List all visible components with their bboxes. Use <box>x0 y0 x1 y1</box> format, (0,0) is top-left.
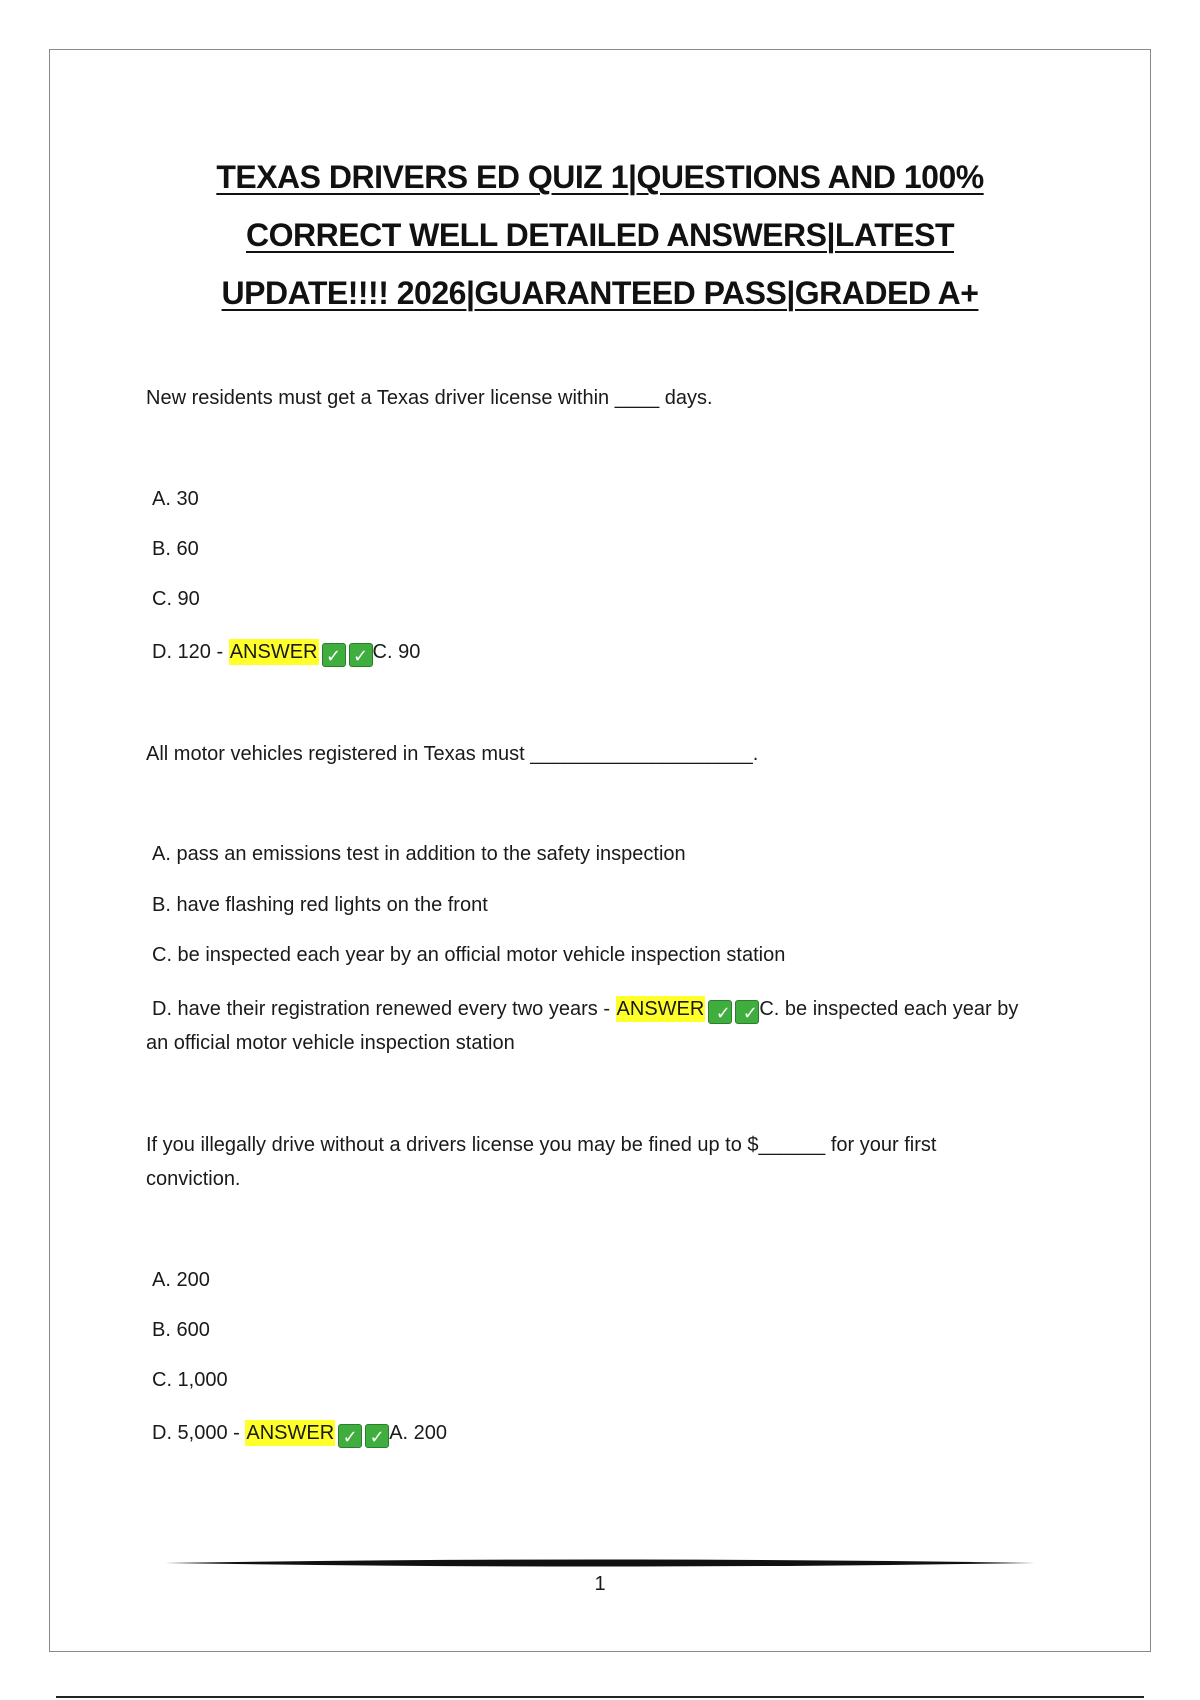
title-line: CORRECT WELL DETAILED ANSWERS|LATEST <box>246 217 954 253</box>
question-3-prompt: If you illegally drive without a drivers license you may be fined up to $______ for your first conviction. <box>146 1134 937 1190</box>
answer-text: C. be inspected each year by an official motor vehicle inspection station <box>146 998 1019 1054</box>
check-mark-button-icon: ✓ <box>735 1000 759 1024</box>
option-text: D. have their registration renewed every two years - <box>152 998 610 1020</box>
question-3-option-c: C. 1,000 <box>152 1369 228 1391</box>
question-1-option-d <box>152 635 420 669</box>
question-1-option-b: B. 60 <box>152 538 199 560</box>
question-3-option-d <box>152 1416 447 1450</box>
question-1-option-a: A. 30 <box>152 488 199 510</box>
answer-text: A. 200 <box>389 1422 448 1444</box>
title-line: UPDATE!!!! 2026|GUARANTEED PASS|GRADED A+ <box>221 275 979 311</box>
question-2-option-d <box>146 992 1036 1060</box>
question-1-option-c: C. 90 <box>152 588 200 610</box>
answer-label: ANSWER <box>246 1422 335 1444</box>
check-mark-button-icon: ✓ <box>349 643 373 667</box>
question-1-prompt: New residents must get a Texas driver license within ____ days. <box>146 387 713 409</box>
check-mark-button-icon: ✓ <box>338 1424 362 1448</box>
question-3-option-a: A. 200 <box>152 1269 210 1291</box>
document-title <box>150 148 1050 322</box>
question-2-prompt: All motor vehicles registered in Texas must ____________________. <box>146 743 759 765</box>
option-text: D. 120 - <box>152 641 224 663</box>
check-mark-button-icon: ✓ <box>322 643 346 667</box>
answer-label: ANSWER <box>229 641 318 663</box>
answer-label: ANSWER <box>616 998 705 1020</box>
question-2-option-c: C. be inspected each year by an official motor vehicle inspection station <box>152 944 786 966</box>
bottom-rule <box>56 1696 1144 1698</box>
answer-text: C. 90 <box>372 641 421 663</box>
footer-rule <box>165 1557 1035 1569</box>
title-line: TEXAS DRIVERS ED QUIZ 1|QUESTIONS AND 100% <box>216 159 984 195</box>
question-2-option-a: A. pass an emissions test in addition to the safety inspection <box>152 843 686 865</box>
page-number: 1 <box>594 1573 606 1595</box>
option-text: D. 5,000 - <box>152 1422 240 1444</box>
question-2-option-b: B. have flashing red lights on the front <box>152 894 488 916</box>
check-mark-button-icon: ✓ <box>365 1424 389 1448</box>
check-mark-button-icon: ✓ <box>708 1000 732 1024</box>
question-3-option-b: B. 600 <box>152 1319 210 1341</box>
